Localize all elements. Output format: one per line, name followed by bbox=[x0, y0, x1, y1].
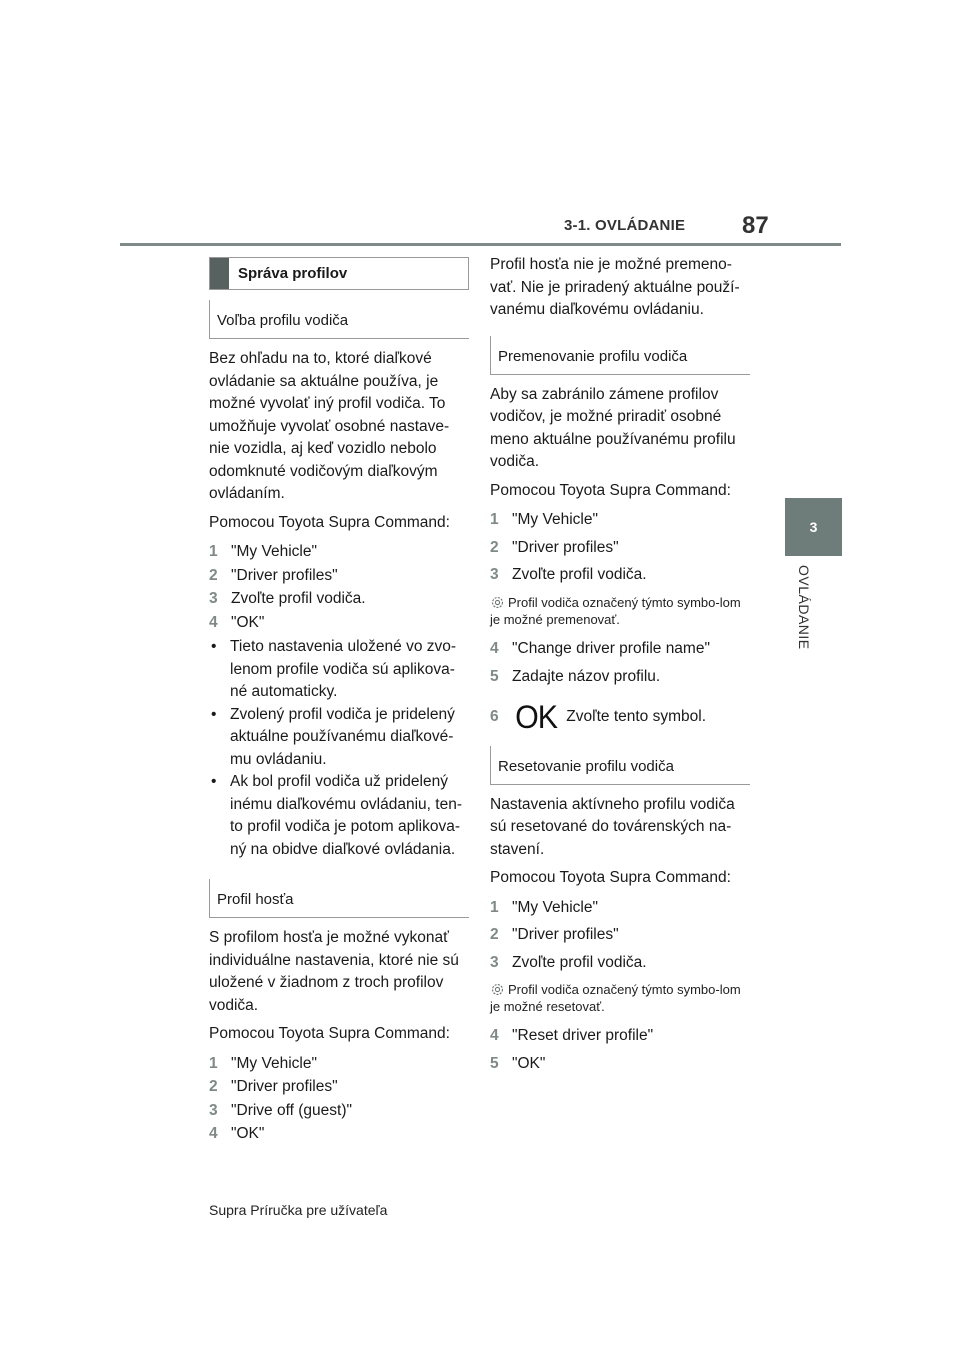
step-item bbox=[209, 611, 469, 635]
note-text: Profil vodiča označený týmto symbo-lom je možné premenovať. bbox=[490, 594, 741, 627]
step-number: 5 bbox=[490, 668, 499, 685]
step-text: Zvoľte profil vodiča. bbox=[512, 953, 647, 971]
subheading-reset-profile: Resetovanie profilu vodiča bbox=[490, 746, 750, 785]
step-number: 2 bbox=[209, 1078, 218, 1095]
step-number: 2 bbox=[209, 566, 218, 584]
step-number: 1 bbox=[209, 543, 218, 560]
note bbox=[490, 595, 750, 627]
step-item bbox=[490, 1052, 750, 1076]
gear-icon bbox=[490, 595, 505, 613]
command-intro: Pomocou Toyota Supra Command: bbox=[490, 481, 731, 499]
step-list bbox=[490, 1024, 750, 1075]
ok-icon: OK bbox=[515, 698, 558, 735]
header-rule bbox=[120, 243, 841, 246]
bullet-text: Ak bol profil vodiča už pridelený inému diaľkovému ovládaniu, ten-to profil vodiča je potom aplikova-ný na obidve diaľkové ovládania. bbox=[230, 773, 462, 858]
step-text: "Drive off (guest)" bbox=[231, 1101, 352, 1119]
step-number: 3 bbox=[490, 566, 499, 583]
step-text: "Driver profiles" bbox=[231, 566, 338, 584]
step-number: 3 bbox=[490, 953, 499, 971]
gear-icon bbox=[490, 982, 505, 1000]
paragraph: S profilom hosťa je možné vykonať individuálne nastavenia, ktoré nie sú uložené v žiadnom z troch profilov vodiča. bbox=[209, 929, 459, 1014]
step-list bbox=[209, 540, 469, 634]
command-intro: Pomocou Toyota Supra Command: bbox=[209, 513, 450, 531]
bullet-item bbox=[209, 771, 469, 861]
step-text: "Change driver profile name" bbox=[512, 639, 710, 657]
command-intro: Pomocou Toyota Supra Command: bbox=[209, 1025, 450, 1042]
step-item bbox=[209, 587, 469, 611]
note-text: Profil vodiča označený týmto symbo-lom je možné resetovať. bbox=[490, 982, 741, 1014]
bullet-text: Tieto nastavenia uložené vo zvo-lenom profile vodiča sú aplikova-né automaticky. bbox=[230, 638, 457, 700]
step-list bbox=[209, 1052, 469, 1146]
subheading-driver-profile-select: Voľba profilu vodiča bbox=[209, 300, 469, 339]
step-text: Zvoľte profil vodiča. bbox=[512, 566, 647, 583]
step-text: "Driver profiles" bbox=[512, 926, 619, 943]
step-number: 1 bbox=[490, 511, 499, 528]
left-column bbox=[209, 257, 469, 1146]
step-number: 1 bbox=[209, 1054, 218, 1072]
step-item bbox=[490, 665, 750, 689]
step-number: 4 bbox=[209, 1125, 218, 1142]
step-number: 5 bbox=[490, 1054, 499, 1072]
bullet-dot-icon: • bbox=[211, 638, 217, 655]
step-number: 2 bbox=[490, 538, 499, 556]
step-list bbox=[490, 896, 750, 975]
note bbox=[490, 982, 750, 1014]
step-number: 4 bbox=[209, 613, 218, 631]
step-list bbox=[490, 508, 750, 587]
bullet-dot-icon: • bbox=[211, 773, 217, 790]
step-number: 1 bbox=[490, 898, 499, 916]
step-text: "OK" bbox=[512, 1054, 546, 1072]
chapter-tab bbox=[785, 498, 842, 556]
bullet-dot-icon: • bbox=[211, 705, 217, 723]
step-item bbox=[490, 896, 750, 920]
step-item bbox=[209, 1075, 469, 1099]
step-item bbox=[209, 564, 469, 588]
command-intro: Pomocou Toyota Supra Command: bbox=[490, 869, 731, 886]
step-number: 3 bbox=[209, 590, 218, 607]
title-bar-marker bbox=[210, 258, 229, 289]
page-number: 87 bbox=[742, 212, 769, 239]
step-number: 6 bbox=[490, 708, 499, 725]
bullet-item bbox=[209, 636, 469, 704]
step-text: "My Vehicle" bbox=[231, 543, 317, 560]
step-text: "Reset driver profile" bbox=[512, 1027, 654, 1044]
bullet-list bbox=[209, 636, 469, 861]
chapter-number: 3 bbox=[809, 519, 818, 535]
step-text: Zadajte názov profilu. bbox=[512, 668, 661, 685]
step-number: 3 bbox=[209, 1101, 218, 1119]
bullet-text: Zvolený profil vodiča je pridelený aktuálne používanému diaľkové-mu ovládaniu. bbox=[230, 705, 455, 768]
step-number: 4 bbox=[490, 639, 499, 657]
bullet-item bbox=[209, 704, 469, 772]
footer-text: Supra Príručka pre užívateľa bbox=[209, 1202, 388, 1218]
chapter-label: OVLÁDANIE bbox=[796, 565, 812, 650]
step-text: "Driver profiles" bbox=[231, 1078, 338, 1095]
step-text: Zvoľte profil vodiča. bbox=[231, 590, 366, 607]
step-text: "Driver profiles" bbox=[512, 538, 619, 556]
section-box-title bbox=[209, 257, 469, 290]
step-list bbox=[490, 637, 750, 689]
step-item bbox=[490, 923, 750, 947]
step-text: "OK" bbox=[231, 613, 265, 631]
ok-step bbox=[490, 699, 750, 736]
step-item bbox=[490, 951, 750, 975]
step-item bbox=[490, 637, 750, 661]
step-number: 4 bbox=[490, 1027, 499, 1044]
step-text: "OK" bbox=[231, 1125, 265, 1142]
paragraph: Profil hosťa nie je možné premeno-vať. Nie je priradený aktuálne použí-vanému diaľkovému ovládaniu. bbox=[490, 256, 740, 318]
step-number: 2 bbox=[490, 926, 499, 943]
box-title-text: Správa profilov bbox=[238, 265, 348, 282]
paragraph: Nastavenia aktívneho profilu vodiča sú resetované do továrenských na-stavení. bbox=[490, 795, 735, 858]
section-title: 3-1. OVLÁDANIE bbox=[564, 217, 686, 234]
step-item bbox=[490, 563, 750, 587]
step-text: Zvoľte tento symbol. bbox=[566, 708, 707, 725]
paragraph: Aby sa zabránilo zámene profilov vodičov, je možné priradiť osobné meno aktuálne používanému profilu vodiča. bbox=[490, 385, 736, 470]
step-text: "My Vehicle" bbox=[512, 511, 598, 528]
step-text: "My Vehicle" bbox=[231, 1054, 317, 1072]
step-item bbox=[490, 1024, 750, 1048]
step-item bbox=[209, 1052, 469, 1076]
step-item bbox=[209, 1122, 469, 1146]
subheading-guest-profile: Profil hosťa bbox=[209, 879, 469, 918]
right-column bbox=[490, 254, 750, 1075]
subheading-rename-profile: Premenovanie profilu vodiča bbox=[490, 336, 750, 375]
step-item bbox=[490, 536, 750, 560]
step-item bbox=[209, 540, 469, 564]
paragraph: Bez ohľadu na to, ktoré diaľkové ovládanie sa aktuálne používa, je možné vyvolať iný profil vodiča. To umožňuje vyvolať osobné nastave-nie vozidla, aj keď vozidlo nebolo odomknuté vodičovým diaľkovým ovládaním. bbox=[209, 350, 450, 502]
step-item bbox=[209, 1099, 469, 1123]
step-text: "My Vehicle" bbox=[512, 898, 598, 916]
step-item bbox=[490, 508, 750, 532]
